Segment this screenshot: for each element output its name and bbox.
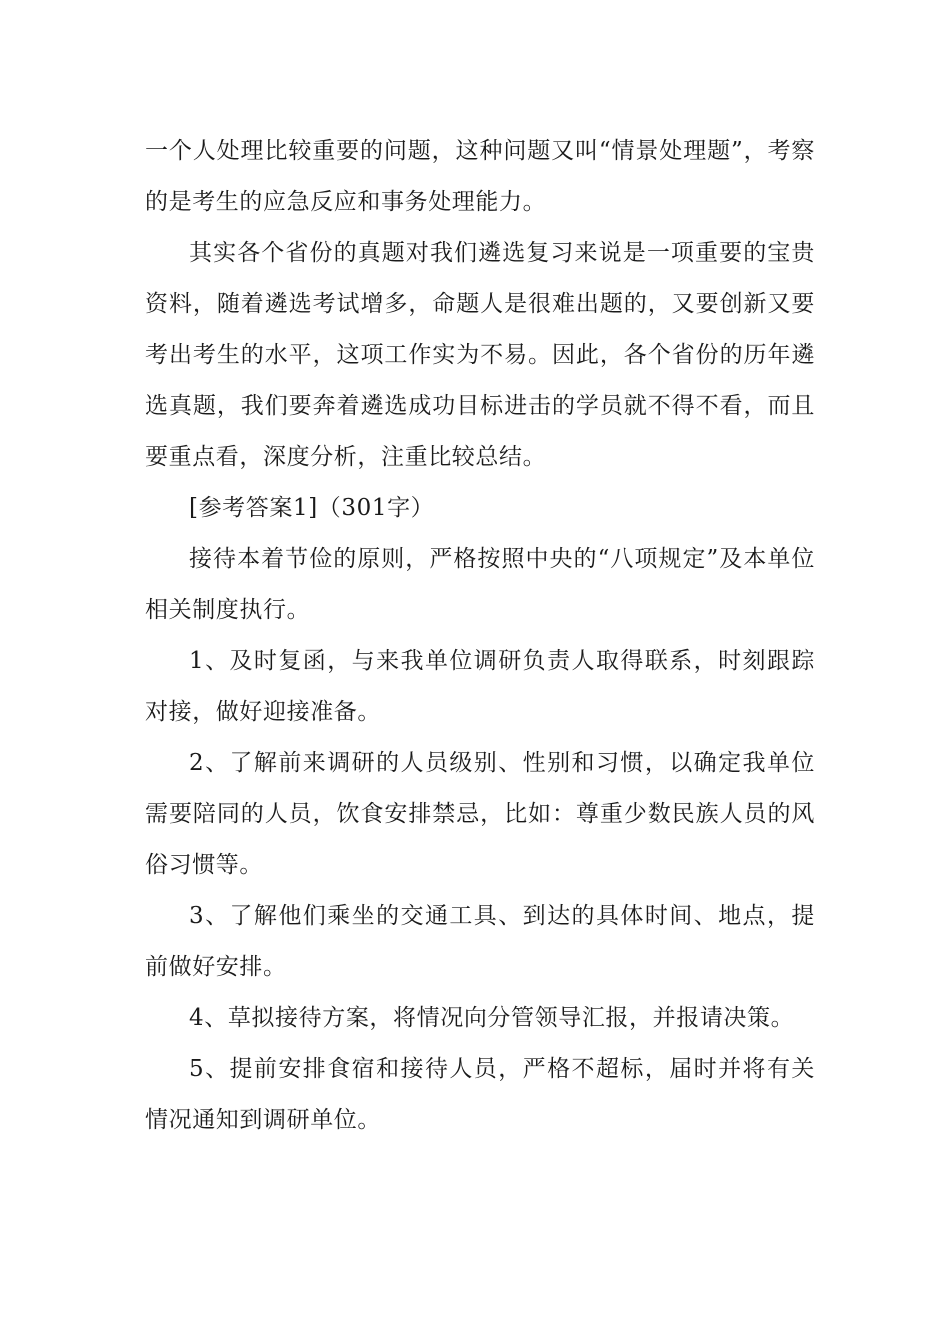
list-item-1: 1、及时复函，与来我单位调研负责人取得联系，时刻跟踪对接，做好迎接准备。 <box>145 648 815 725</box>
paragraph-reception-principle: 接待本着节俭的原则，严格按照中央的“八项规定”及本单位相关制度执行。 <box>145 546 815 623</box>
list-item-3: 3、了解他们乘坐的交通工具、到达的具体时间、地点，提前做好安排。 <box>145 903 815 980</box>
list-item-4: 4、草拟接待方案，将情况向分管领导汇报，并报请决策。 <box>189 1005 795 1031</box>
document-body <box>145 126 815 1146</box>
paragraph-exam-materials: 其实各个省份的真题对我们遴选复习来说是一项重要的宝贵资料，随着遴选考试增多，命题人是很难出题的，又要创新又要考出考生的水平，这项工作实为不易。因此，各个省份的历年遴选真题，我们要奔着遴选成功目标进击的学员就不得不看，而且要重点看，深度分析，注重比较总结。 <box>145 240 815 470</box>
answer-heading: [参考答案1]（301字） <box>189 495 435 521</box>
paragraph-intro-continuation: 一个人处理比较重要的问题，这种问题又叫“情景处理题”，考察的是考生的应急反应和事务处理能力。 <box>145 138 815 215</box>
list-item-5: 5、提前安排食宿和接待人员，严格不超标，届时并将有关情况通知到调研单位。 <box>145 1056 815 1133</box>
list-item-2: 2、了解前来调研的人员级别、性别和习惯，以确定我单位需要陪同的人员，饮食安排禁忌，比如：尊重少数民族人员的风俗习惯等。 <box>145 750 815 878</box>
